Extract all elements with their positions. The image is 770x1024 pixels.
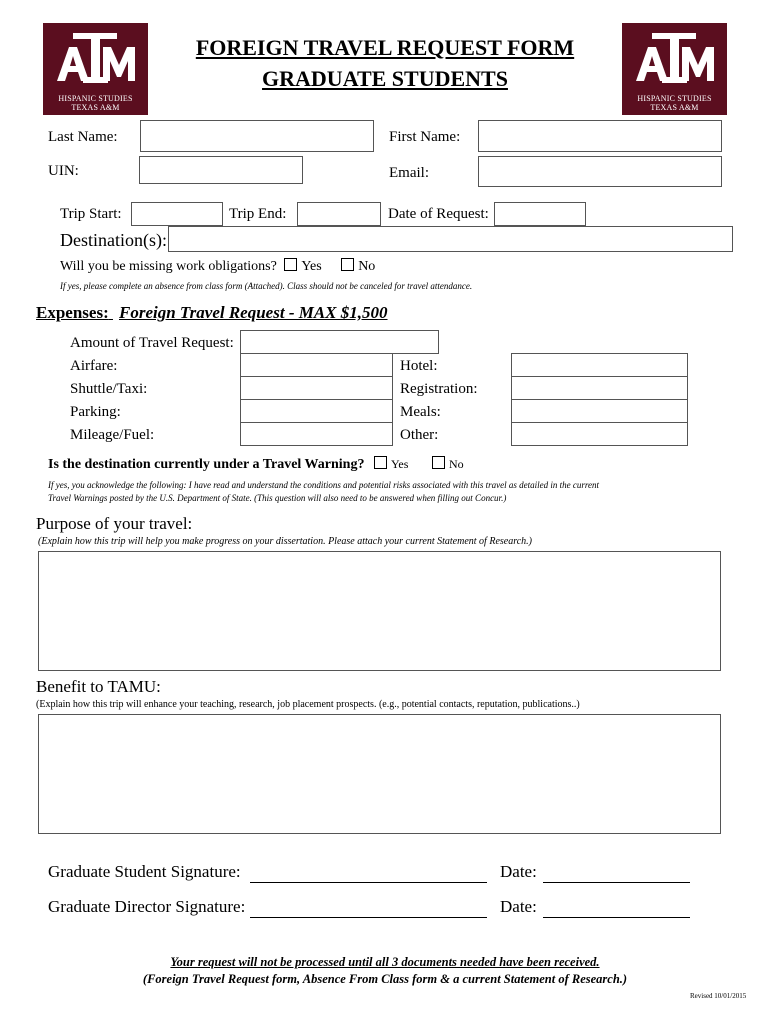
director-signature-label: Graduate Director Signature: — [48, 897, 246, 916]
uin-field[interactable] — [139, 156, 303, 184]
form-title-line1: FOREIGN TRAVEL REQUEST FORM — [195, 35, 575, 60]
warning-row — [48, 456, 464, 473]
work-yes-label: Yes — [301, 259, 322, 274]
date-of-request-field[interactable] — [494, 202, 586, 226]
shuttle-label: Shuttle/Taxi: — [70, 381, 148, 397]
student-signature-line[interactable] — [250, 882, 487, 883]
meals-field[interactable] — [511, 399, 688, 423]
warning-no-label: No — [448, 457, 464, 471]
logo-left — [43, 23, 148, 115]
benefit-textarea[interactable] — [38, 714, 721, 834]
amount-field[interactable] — [240, 330, 439, 354]
hotel-field[interactable] — [511, 353, 688, 377]
date-of-request-label: Date of Request: — [388, 206, 489, 222]
first-name-field[interactable] — [478, 120, 722, 152]
last-name-field[interactable] — [140, 120, 374, 152]
destination-label: Destination(s): — [60, 230, 167, 250]
logo-right-line1: HISPANIC STUDIES — [637, 94, 712, 103]
director-signature-line[interactable] — [250, 917, 487, 918]
logo-right — [622, 23, 727, 115]
trip-start-field[interactable] — [131, 202, 223, 226]
mileage-label: Mileage/Fuel: — [70, 427, 155, 443]
meals-label: Meals: — [400, 404, 441, 420]
logo-left-line1: HISPANIC STUDIES — [58, 94, 133, 103]
uin-label: UIN: — [48, 163, 79, 179]
student-signature-label: Graduate Student Signature: — [48, 862, 241, 881]
work-question-row — [60, 258, 375, 275]
work-yes-checkbox[interactable] — [284, 258, 297, 271]
expenses-heading — [36, 303, 388, 323]
email-label: Email: — [389, 165, 429, 181]
expenses-heading-prefix: Expenses: — [36, 303, 109, 322]
warning-yes-checkbox[interactable] — [374, 456, 387, 469]
registration-label: Registration: — [400, 381, 478, 397]
logo-right-line2: TEXAS A&M — [650, 103, 699, 112]
warning-yes-label: Yes — [390, 457, 409, 471]
logo-left-line2: TEXAS A&M — [71, 103, 120, 112]
student-date-line[interactable] — [543, 882, 690, 883]
airfare-label: Airfare: — [70, 358, 118, 374]
purpose-textarea[interactable] — [38, 551, 721, 671]
amount-label: Amount of Travel Request: — [70, 335, 234, 351]
trip-start-label: Trip Start: — [60, 206, 122, 222]
trip-end-label: Trip End: — [229, 206, 287, 222]
director-date-line[interactable] — [543, 917, 690, 918]
atm-logo-icon — [43, 29, 148, 89]
warning-question: Is the destination currently under a Travel Warning? — [48, 457, 365, 472]
parking-label: Parking: — [70, 404, 121, 420]
work-question: Will you be missing work obligations? — [60, 259, 277, 274]
work-no-label: No — [358, 259, 376, 274]
registration-field[interactable] — [511, 376, 688, 400]
last-name-label: Last Name: — [48, 129, 118, 145]
atm-logo-icon — [622, 29, 727, 89]
other-label: Other: — [400, 427, 439, 443]
trip-end-field[interactable] — [297, 202, 381, 226]
footer-line2: (Foreign Travel Request form, Absence From Class form & a current Statement of Research.) — [142, 972, 628, 986]
director-date-label: Date: — [500, 897, 537, 916]
work-no-checkbox[interactable] — [341, 258, 354, 271]
email-field[interactable] — [478, 156, 722, 187]
first-name-label: First Name: — [389, 129, 461, 145]
purpose-note: (Explain how this trip will help you make progress on your dissertation. Please attach your current Statement of Research.) — [38, 536, 533, 547]
destination-field[interactable] — [168, 226, 733, 252]
form-title-line2: GRADUATE STUDENTS — [262, 66, 508, 91]
benefit-note: (Explain how this trip will enhance your teaching, research, job placement prospects. (e.g., potential contacts, reputation, publications..) — [36, 699, 580, 710]
footer-line1: Your request will not be processed until all 3 documents needed have been received. — [170, 955, 600, 969]
expenses-heading-title: Foreign Travel Request - MAX $1,500 — [118, 303, 388, 322]
student-date-label: Date: — [500, 862, 537, 881]
benefit-heading: Benefit to TAMU: — [36, 677, 161, 696]
parking-field[interactable] — [240, 399, 393, 423]
airfare-field[interactable] — [240, 353, 393, 377]
purpose-heading: Purpose of your travel: — [36, 514, 193, 533]
warning-note-line2: Travel Warnings posted by the U.S. Department of State. (This question will also need to be answered when filling out Concur.) — [48, 493, 507, 503]
shuttle-field[interactable] — [240, 376, 393, 400]
work-note: If yes, please complete an absence from class form (Attached). Class should not be canceled for travel attendance. — [60, 281, 473, 291]
warning-note-line1: If yes, you acknowledge the following: I have read and understand the conditions and potential risks associated with this travel as detailed in the current — [48, 480, 599, 490]
other-field[interactable] — [511, 422, 688, 446]
hotel-label: Hotel: — [400, 358, 438, 374]
warning-no-checkbox[interactable] — [432, 456, 445, 469]
mileage-field[interactable] — [240, 422, 393, 446]
revised-date: Revised 10/01/2015 — [690, 992, 747, 1000]
